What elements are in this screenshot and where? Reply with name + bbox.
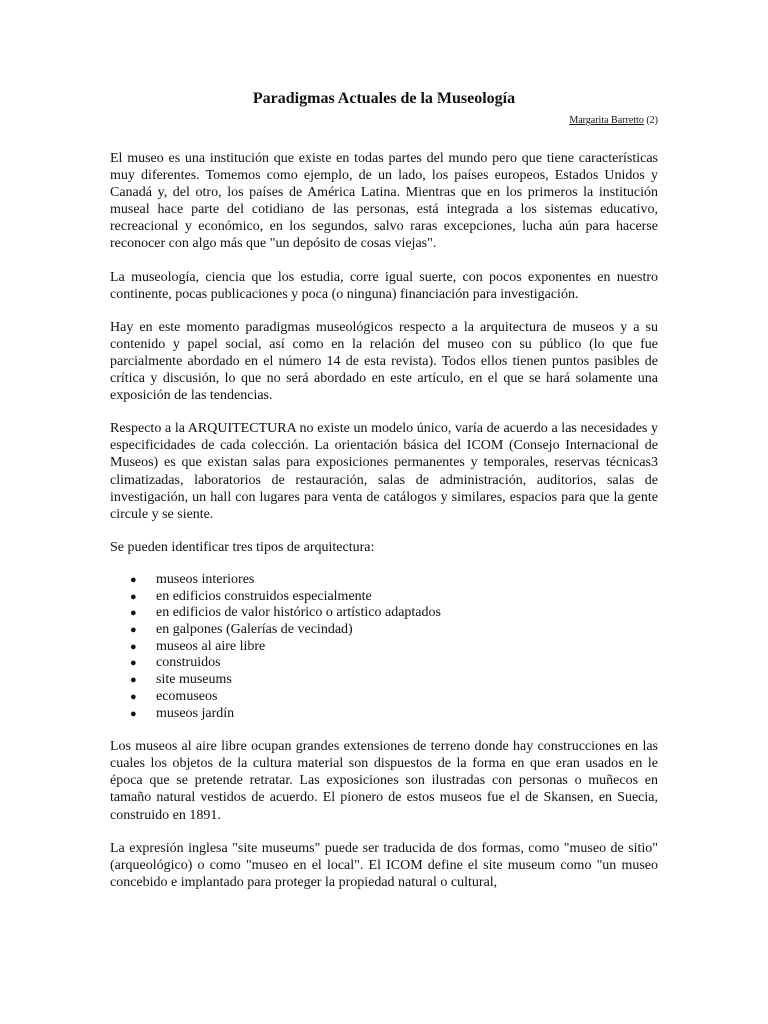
paragraph-tipos-intro: Se pueden identificar tres tipos de arquitectura: [110,539,375,555]
list-item [110,689,658,706]
bullet-icon: ● [130,707,137,720]
bullet-icon: ● [130,674,137,687]
paragraph-arquitectura: Respecto a la ARQUITECTURA no existe un modelo único, varía de acuerdo a las necesidades y especificidades de cada colección. La orientación básica del ICOM (Consejo Internacional de Museos) es que existan salas para exposiciones permanentes y temporales, reservas técnicas3 climatizadas, laboratorios de restauración, salas de administración, auditorios, salas de investigación, un hall con lugares para venta de catálogos y similares, espacios para que la gente circule y se siente. [110,421,658,522]
list-item [110,622,658,639]
list-item-text: museos al aire libre [156,638,266,654]
list-item [110,605,658,622]
list-item-text: site museums [156,672,232,688]
list-item-text: en galpones (Galerías de vecindad) [156,621,353,637]
list-item-text: en edificios de valor histórico o artístico adaptados [156,605,441,621]
paragraph-aire-libre: Los museos al aire libre ocupan grandes extensiones de terreno donde hay construcciones en las cuales los objetos de la cultura material son dispuestos de la forma en que eran usados en le época que se pretende retratar. Las exposiciones son ilustradas con personas o muñecos en tamaño natural vestidos de acuerdo. El pionero de estos museos fue el de Skansen, en Suecia, construido en 1891. [110,739,658,823]
list-item-text: construidos [156,655,221,671]
bullet-icon: ● [130,657,137,670]
list-item [110,655,658,672]
bullet-icon: ● [130,623,137,636]
bullet-icon: ● [130,573,137,586]
bullet-icon: ● [130,607,137,620]
bullet-icon: ● [130,590,137,603]
list-item [110,706,658,723]
list-item [110,672,658,689]
document-title: Paradigmas Actuales de la Museología [252,90,516,107]
author-note: (2) [646,115,658,126]
document-page [110,88,658,907]
list-item [110,639,658,656]
author-name-link[interactable]: Margarita Barretto [569,115,644,126]
paragraph-site-museums: La expresión inglesa "site museums" puede ser traducida de dos formas, como "museo de sitio"(arqueológico) o como "museo en el local". El ICOM define el site museum como "un museo concebido e implantado para proteger la propiedad natural o cultural, [110,840,658,890]
list-item-text: museos interiores [156,571,255,587]
bullet-icon: ● [130,690,137,703]
list-item [110,589,658,606]
list-item [110,572,658,589]
bullet-icon: ● [130,640,137,653]
paragraph-museologia: La museología, ciencia que los estudia, corre igual suerte, con pocos exponentes en nuestro continente, pocas publicaciones y poca (o ninguna) financiación para investigación. [110,269,658,302]
author-line [110,114,658,128]
paragraph-intro: El museo es una institución que existe en todas partes del mundo pero que tiene características muy diferentes. Tomemos como ejemplo, de un lado, los países europeos, Estados Unidos y Canadá y, del otro, los países de América Latina. Mientras que en los primeros la institución museal hace parte del cotidiano de las personas, está integrada a los sistemas educativo, recreacional y económico, en los segundos, salvo raras excepciones, lucha aún para hacerse reconocer con algo más que "un depósito de cosas viejas". [110,151,658,252]
list-item-text: en edificios construidos especialmente [156,588,372,604]
list-item-text: museos jardín [156,705,235,721]
list-item-text: ecomuseos [156,688,218,704]
paragraph-paradigmas: Hay en este momento paradigmas museológicos respecto a la arquitectura de museos y a su contenido y papel social, así como en la relación del museo con su público (lo que fue parcialmente abordado en el número 14 de esta revista). Todos ellos tienen puntos pasibles de crítica y discusión, lo que no será abordado en este artículo, en el que se hará solamente una exposición de las tendencias. [110,319,658,404]
architecture-types-list [110,572,658,722]
